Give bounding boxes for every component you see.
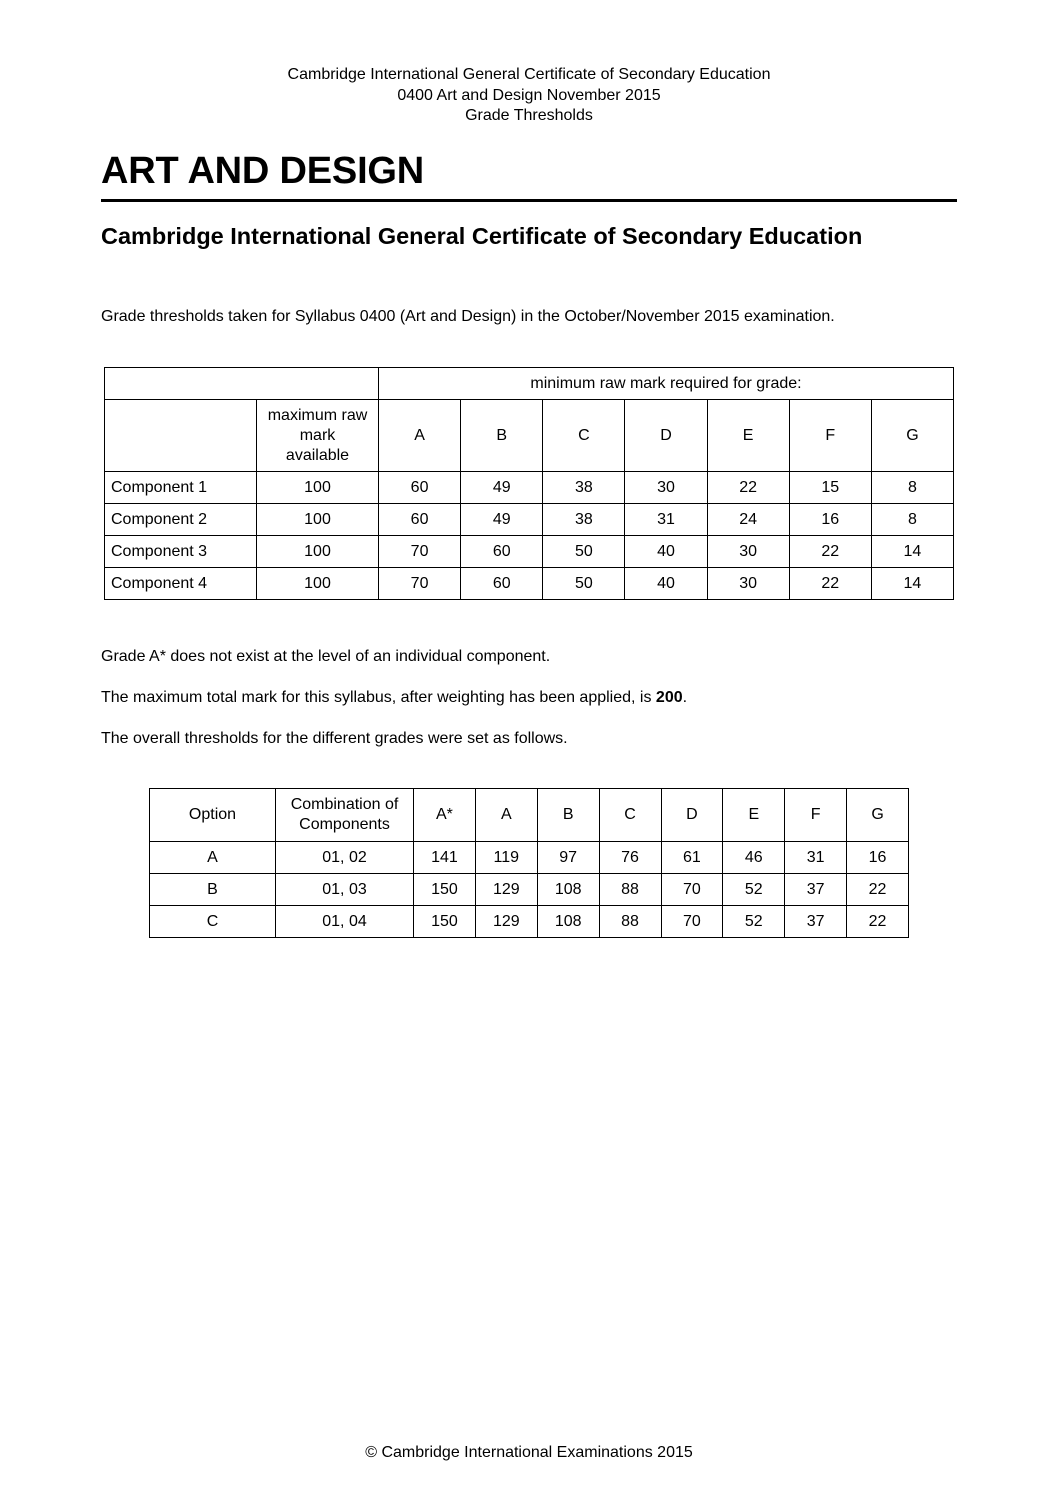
grade-header: G xyxy=(847,789,909,842)
threshold-cell: 129 xyxy=(475,874,537,906)
table-row xyxy=(105,536,954,568)
grade-header: E xyxy=(723,789,785,842)
threshold-cell: 50 xyxy=(543,568,625,600)
threshold-cell: 150 xyxy=(414,906,476,938)
threshold-cell: 70 xyxy=(379,568,461,600)
component-name: Component 3 xyxy=(105,536,257,568)
grade-header: F xyxy=(785,789,847,842)
option-header: Option xyxy=(150,789,276,842)
threshold-cell: 22 xyxy=(847,906,909,938)
empty-header-cell xyxy=(105,400,257,472)
threshold-cell: 76 xyxy=(599,842,661,874)
threshold-cell: 40 xyxy=(625,568,707,600)
component-name: Component 2 xyxy=(105,504,257,536)
threshold-cell: 31 xyxy=(625,504,707,536)
threshold-cell: 46 xyxy=(723,842,785,874)
option-cell: B xyxy=(150,874,276,906)
threshold-cell: 150 xyxy=(414,874,476,906)
option-cell: A xyxy=(150,842,276,874)
table-row xyxy=(105,472,954,504)
threshold-cell: 22 xyxy=(707,472,789,504)
grade-header-c: C xyxy=(543,400,625,472)
threshold-cell: 8 xyxy=(871,504,953,536)
max-mark-header-line: mark xyxy=(299,426,336,444)
overall-note: The overall thresholds for the different grades were set as follows. xyxy=(101,730,568,747)
component-table-body xyxy=(105,368,954,600)
grade-span-header: minimum raw mark required for grade: xyxy=(379,368,954,400)
grade-header: D xyxy=(661,789,723,842)
threshold-cell: 37 xyxy=(785,874,847,906)
header-line-doctype: Grade Thresholds xyxy=(465,107,593,124)
grade-header-b: B xyxy=(461,400,543,472)
grade-header: C xyxy=(599,789,661,842)
threshold-cell: 30 xyxy=(625,472,707,504)
threshold-cell: 52 xyxy=(723,874,785,906)
threshold-cell: 70 xyxy=(661,906,723,938)
threshold-cell: 60 xyxy=(379,472,461,504)
threshold-cell: 22 xyxy=(789,536,871,568)
threshold-cell: 16 xyxy=(847,842,909,874)
max-mark-cell: 100 xyxy=(257,504,379,536)
threshold-cell: 141 xyxy=(414,842,476,874)
max-total-value: 200 xyxy=(655,689,683,706)
threshold-cell: 129 xyxy=(475,906,537,938)
intro-text: Grade thresholds taken for Syllabus 0400 (Art and Design) in the October/November 2015 examination. xyxy=(101,308,835,325)
max-mark-cell: 100 xyxy=(257,536,379,568)
grade-header-g: G xyxy=(871,400,953,472)
page-subtitle: Cambridge International General Certificate of Secondary Education xyxy=(101,223,863,249)
page-title: ART AND DESIGN xyxy=(101,150,425,192)
table-row xyxy=(150,842,909,874)
threshold-cell: 8 xyxy=(871,472,953,504)
max-mark-header xyxy=(257,400,379,472)
threshold-cell: 40 xyxy=(625,536,707,568)
astar-note: Grade A* does not exist at the level of an individual component. xyxy=(101,648,551,665)
max-mark-header-line: available xyxy=(285,446,350,464)
threshold-cell: 60 xyxy=(379,504,461,536)
header-line-qualification: Cambridge International General Certificate of Secondary Education xyxy=(287,66,771,83)
threshold-cell: 97 xyxy=(537,842,599,874)
threshold-cell: 61 xyxy=(661,842,723,874)
threshold-cell: 14 xyxy=(871,568,953,600)
component-name: Component 1 xyxy=(105,472,257,504)
threshold-cell: 60 xyxy=(461,536,543,568)
table-row xyxy=(105,504,954,536)
combination-cell: 01, 04 xyxy=(276,906,414,938)
threshold-cell: 15 xyxy=(789,472,871,504)
combination-header-line: Components xyxy=(299,816,390,833)
combination-cell: 01, 02 xyxy=(276,842,414,874)
max-total-suffix: . xyxy=(682,689,688,706)
combination-header-line: Combination of xyxy=(290,796,399,813)
grade-header: A* xyxy=(414,789,476,842)
title-divider xyxy=(101,199,957,202)
option-table-body xyxy=(150,789,909,938)
threshold-cell: 88 xyxy=(599,874,661,906)
grade-header-a: A xyxy=(379,400,461,472)
header-line-syllabus: 0400 Art and Design November 2015 xyxy=(397,86,661,104)
table-row xyxy=(105,568,954,600)
threshold-cell: 24 xyxy=(707,504,789,536)
threshold-cell: 60 xyxy=(461,568,543,600)
threshold-cell: 49 xyxy=(461,472,543,504)
empty-header-cell xyxy=(105,368,379,400)
grade-header-e: E xyxy=(707,400,789,472)
document-header xyxy=(0,65,1058,127)
threshold-cell: 30 xyxy=(707,568,789,600)
threshold-cell: 38 xyxy=(543,472,625,504)
threshold-cell: 31 xyxy=(785,842,847,874)
threshold-cell: 88 xyxy=(599,906,661,938)
copyright-footer: © Cambridge International Examinations 2015 xyxy=(365,1444,693,1461)
grade-header-f: F xyxy=(789,400,871,472)
grade-header: B xyxy=(537,789,599,842)
component-name: Component 4 xyxy=(105,568,257,600)
option-cell: C xyxy=(150,906,276,938)
table-row xyxy=(150,906,909,938)
max-mark-cell: 100 xyxy=(257,568,379,600)
threshold-cell: 119 xyxy=(475,842,537,874)
threshold-cell: 22 xyxy=(847,874,909,906)
table-row xyxy=(150,874,909,906)
threshold-cell: 14 xyxy=(871,536,953,568)
option-thresholds-table xyxy=(149,788,909,938)
threshold-cell: 38 xyxy=(543,504,625,536)
threshold-cell: 70 xyxy=(661,874,723,906)
threshold-cell: 52 xyxy=(723,906,785,938)
option-table-header-row xyxy=(150,789,909,842)
max-total-prefix: The maximum total mark for this syllabus, after weighting has been applied, is xyxy=(101,689,656,706)
component-table-grade-row xyxy=(105,400,954,472)
threshold-cell: 16 xyxy=(789,504,871,536)
grade-header-d: D xyxy=(625,400,707,472)
max-mark-cell: 100 xyxy=(257,472,379,504)
component-table-header-row xyxy=(105,368,954,400)
threshold-cell: 50 xyxy=(543,536,625,568)
combination-cell: 01, 03 xyxy=(276,874,414,906)
threshold-cell: 30 xyxy=(707,536,789,568)
threshold-cell: 37 xyxy=(785,906,847,938)
component-thresholds-table xyxy=(104,367,954,600)
threshold-cell: 22 xyxy=(789,568,871,600)
combination-header xyxy=(276,789,414,842)
threshold-cell: 49 xyxy=(461,504,543,536)
threshold-cell: 70 xyxy=(379,536,461,568)
max-mark-header-line: maximum raw xyxy=(267,406,368,424)
max-total-note xyxy=(101,688,687,708)
grade-header: A xyxy=(475,789,537,842)
threshold-cell: 108 xyxy=(537,906,599,938)
threshold-cell: 108 xyxy=(537,874,599,906)
